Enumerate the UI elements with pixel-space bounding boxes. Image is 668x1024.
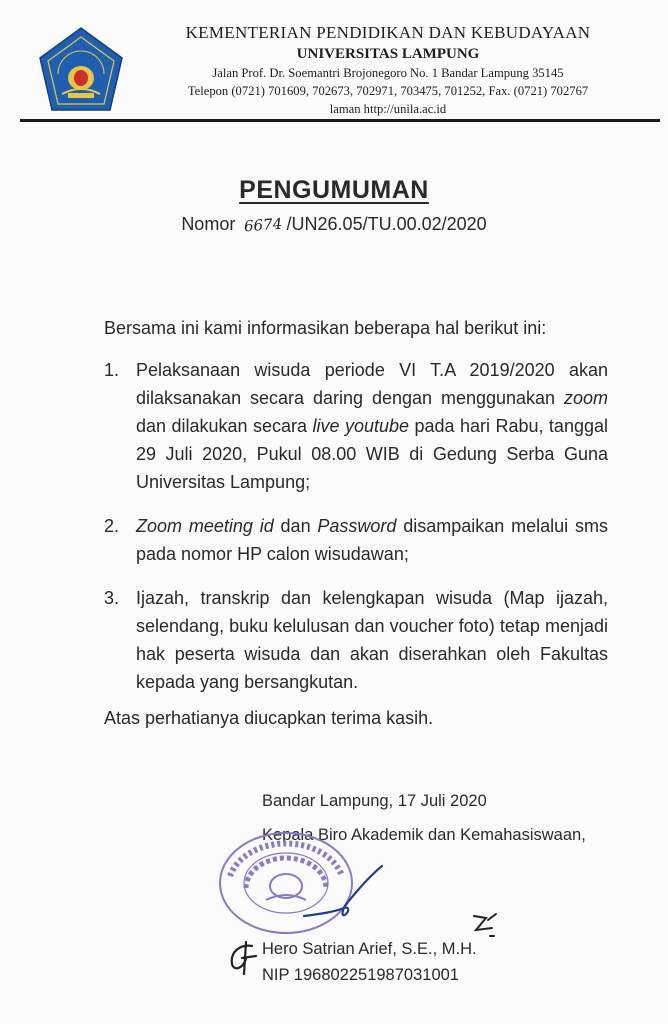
address-line: Jalan Prof. Dr. Soemantri Brojonegoro No. 1 Bandar Lampung 35145 [212, 66, 564, 80]
signer-nip: NIP 196802251987031001 [262, 966, 459, 984]
list-number: 2. [104, 516, 120, 536]
list-item [104, 512, 608, 568]
signer-name: Hero Satrian Arief, S.E., M.H. [262, 940, 477, 958]
list-number: 1. [104, 360, 120, 380]
list-text: Zoom meeting id dan Password disampaikan melalui sms pada nomor HP calon wisudawan; [136, 516, 608, 564]
place-date: Bandar Lampung, 17 Juli 2020 [262, 792, 487, 810]
paraf-icon [222, 938, 262, 978]
list-text: Pelaksanaan wisuda periode VI T.A 2019/2020 akan dilaksanakan secara daring dengan menggunakan zoom dan dilakukan secara live youtube pada hari Rabu, tanggal 29 Juli 2020, Pukul 08.00 WIB di Gedung Serba Guna Universitas Lampung; [136, 360, 608, 492]
number-code: /UN26.05/TU.00.02/2020 [286, 214, 487, 234]
university-logo-icon [32, 24, 130, 114]
document-number [0, 214, 668, 235]
signature-icon [300, 862, 390, 924]
number-label: Nomor [181, 214, 236, 234]
letterhead [160, 22, 616, 118]
ministry-name: KEMENTERIAN PENDIDIKAN DAN KEBUDAYAAN [185, 23, 591, 42]
phone-line: Telepon (0721) 701609, 702673, 702971, 703475, 701252, Fax. (0721) 702767 [187, 84, 589, 98]
initial-mark-icon [470, 910, 502, 942]
signer-position: Kepala Biro Akademik dan Kemahasiswaan, [262, 826, 586, 844]
closing-text: Atas perhatianya diucapkan terima kasih. [104, 708, 434, 728]
list-text: Ijazah, transkrip dan kelengkapan wisuda (Map ijazah, selendang, buku kelulusan dan voucher foto) tetap menjadi hak peserta wisuda dan akan diserahkan oleh Fakultas kepada yang bersangkutan. [136, 588, 608, 692]
page-title: PENGUMUMAN [239, 176, 429, 204]
letterhead-divider [20, 119, 660, 122]
list-item [104, 356, 608, 496]
university-name: UNIVERSITAS LAMPUNG [296, 46, 480, 62]
handwritten-number: 6674 [243, 214, 284, 236]
list-item [104, 584, 608, 696]
list-number: 3. [104, 588, 120, 608]
website-line: laman http://unila.ac.id [329, 102, 447, 116]
intro-text: Bersama ini kami informasikan beberapa hal berikut ini: [104, 318, 547, 338]
